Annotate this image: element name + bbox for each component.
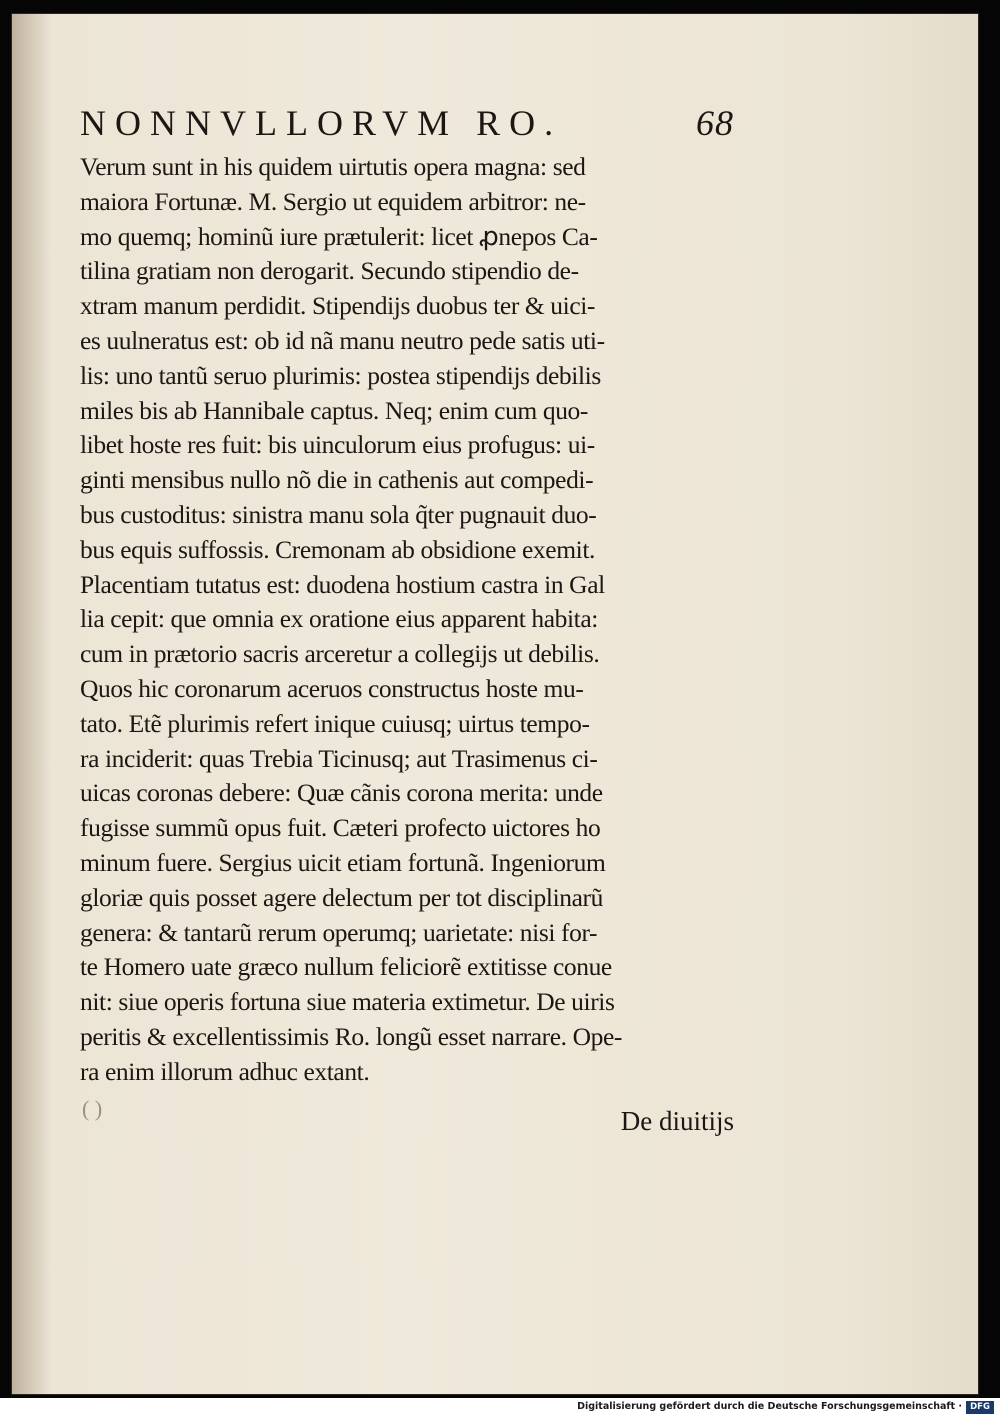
catchword-row — [80, 1095, 734, 1156]
running-head — [80, 96, 734, 150]
text-line: lia cepit: que omnia ex oratione eius apparent habita: — [80, 604, 598, 634]
text-line: genera: & tantarũ rerum operumq; uarietate: nisi for- — [80, 917, 598, 947]
text-line: ra enim illorum adhuc extant. — [80, 1056, 370, 1086]
catchword: De diuitijs — [620, 1105, 734, 1136]
text-line: ra inciderit: quas Trebia Ticinusq; aut Trasimenus ci- — [80, 743, 598, 773]
text-line: lis: uno tantũ seruo plurimis: postea stipendijs debilis — [80, 360, 601, 390]
text-line: ginti mensibus nullo nõ die in cathenis aut compedi- — [80, 465, 594, 495]
text-line: es uulneratus est: ob id nã manu neutro pede satis uti- — [80, 325, 605, 355]
text-line: uicas coronas debere: Quæ cãnis corona merita: unde — [80, 778, 603, 808]
text-line: mo quemq; hominũ iure prætulerit: licet ꝓnepos Ca- — [80, 221, 598, 251]
text-line: libet hoste res fuit: bis uinculorum eius profugus: ui- — [80, 430, 595, 460]
text-line: fugisse summũ opus fuit. Cæteri profecto uictores ho — [80, 813, 601, 843]
footer-bar — [0, 1398, 1000, 1418]
text-line: miles bis ab Hannibale captus. Neq; enim cum quo- — [80, 395, 588, 425]
text-line: cum in prætorio sacris arceretur a collegijs ut debilis. — [80, 639, 600, 669]
body-text — [80, 150, 720, 1090]
text-line: peritis & excellentissimis Ro. longũ esset narrare. Ope- — [80, 1021, 622, 1051]
text-line: gloriæ quis posset agere delectum per tot disciplinarũ — [80, 882, 603, 912]
dfg-logo: DFG — [966, 1401, 994, 1414]
text-line: bus equis suffossis. Cremonam ab obsidione exemit. — [80, 534, 595, 564]
text-line: bus custoditus: sinistra manu sola q̃ter pugnauit duo- — [80, 499, 597, 529]
text-line: minum fuere. Sergius uicit etiam fortunã. Ingeniorum — [80, 847, 606, 877]
text-line: te Homero uate græco nullum feliciorẽ extitisse conue — [80, 952, 612, 982]
text-line: Quos hic coronarum aceruos constructus hoste mu- — [80, 673, 584, 703]
text-block — [80, 96, 734, 1156]
running-head-title: NONNVLLORVM RO. — [80, 103, 563, 143]
text-line: Placentiam tutatus est: duodena hostium castra in Gal — [80, 569, 605, 599]
text-line: maiora Fortunæ. M. Sergio ut equidem arbitror: ne- — [80, 186, 586, 216]
funding-credit: Digitalisierung gefördert durch die Deutsche Forschungsgemeinschaft · — [577, 1401, 962, 1412]
show-through-mark: ( ) — [82, 1095, 103, 1121]
folio-number: 68 — [696, 103, 734, 143]
text-line: nit: siue operis fortuna siue materia extimetur. De uiris — [80, 987, 615, 1017]
text-line: tilina gratiam non derogarit. Secundo stipendio de- — [80, 256, 579, 286]
text-line: xtram manum perdidit. Stipendijs duobus ter & uici- — [80, 291, 596, 321]
text-line: Verum sunt in his quidem uirtutis opera magna: sed — [80, 152, 586, 181]
text-line: tato. Etẽ plurimis refert inique cuiusq; uirtus tempo- — [80, 708, 590, 738]
book-page — [12, 14, 978, 1394]
